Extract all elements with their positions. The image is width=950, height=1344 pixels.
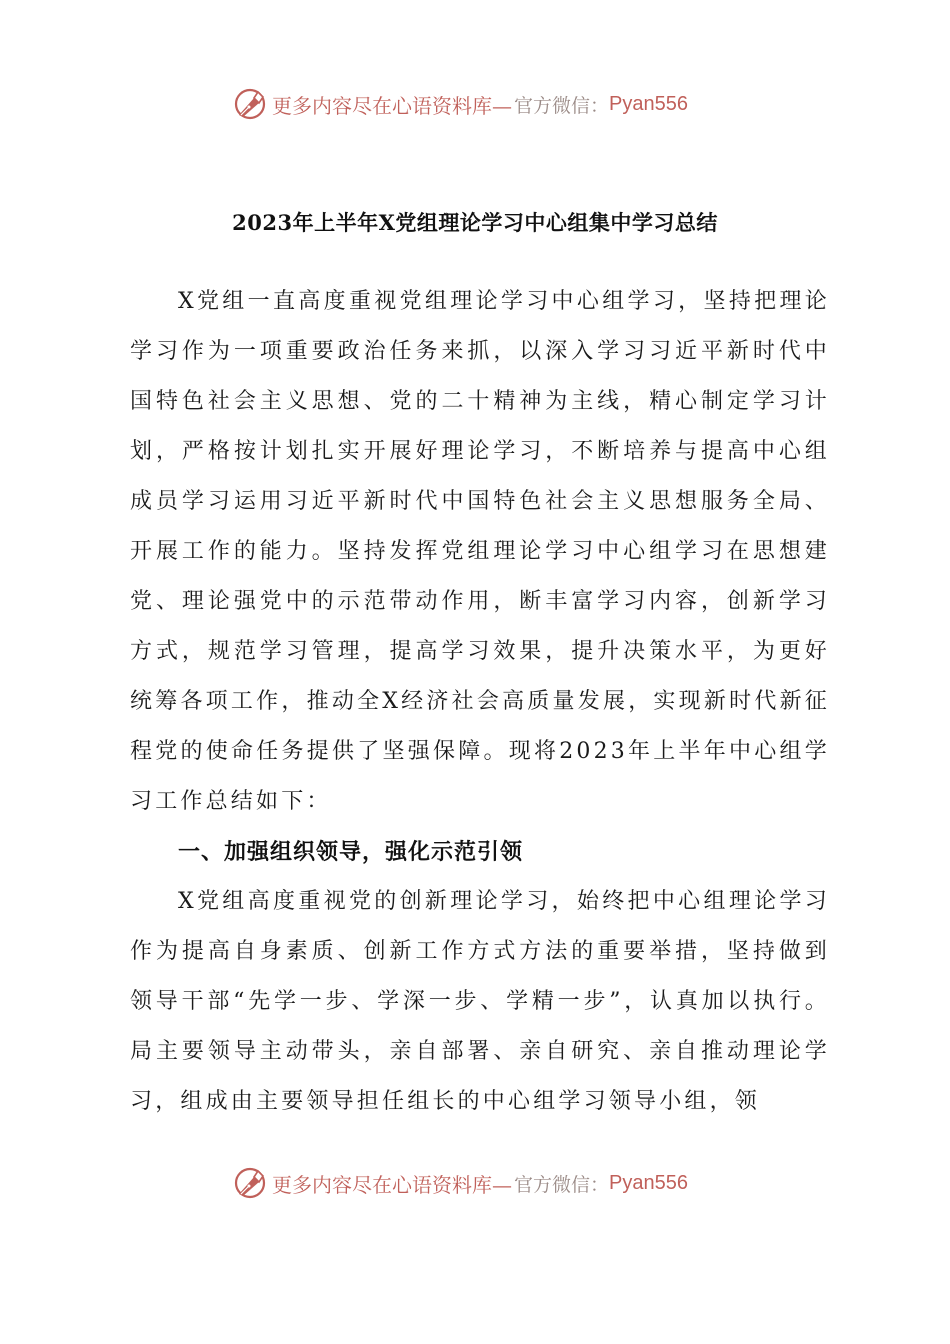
- intro-paragraph: X党组一直高度重视党组理论学习中心组学习，坚持把理论学习作为一项重要政治任务来抓，以深入学习习近平新时代中国特色社会主义思想、党的二十精神为主线，精心制定学习计划，严格按计划扎实开展好理论学习，不断培养与提高中心组成员学习运用习近平新时代中国特色社会主义思想服务全局、开展工作的能力。坚持发挥党组理论学习中心组学习在思想建党、理论强党中的示范带动作用，断丰富学习内容，创新学习方式，规范学习管理，提高学习效果，提升决策水平，为更好统筹各项工作，推动全X经济社会高质量发展，实现新时代新征程党的使命任务提供了坚强保障。现将2023年上半年中心组学习工作总结如下：: [130, 289, 830, 814]
- document-title: 2023年上半年X党组理论学习中心组集中学习总结: [232, 210, 718, 235]
- footer-banner: [232, 1163, 688, 1203]
- banner-wechat-label: 官方微信：: [514, 94, 610, 117]
- banner-wechat-id: Pyan556: [609, 1171, 688, 1194]
- banner-promo-text: 更多内容尽在心语资料库—: [272, 1172, 512, 1197]
- banner-wechat-id: Pyan556: [609, 92, 688, 115]
- section-1-paragraph: X党组高度重视党的创新理论学习，始终把中心组理论学习作为提高自身素质、创新工作方式方法的重要举措，坚持做到领导干部“先学一步、学深一步、学精一步”，认真加以执行。局主要领导主动带头，亲自部署、亲自研究、亲自推动理论学习，组成由主要领导担任组长的中心组学习领导小组，领: [130, 889, 830, 1114]
- section-heading-1: 一、加强组织领导，强化示范引领: [178, 839, 524, 865]
- banner-wechat-label: 官方微信：: [514, 1173, 610, 1196]
- header-banner: [232, 84, 688, 124]
- pen-nib-logo-icon: [232, 86, 268, 122]
- pen-nib-logo-icon: [232, 1165, 268, 1201]
- banner-promo-text: 更多内容尽在心语资料库—: [272, 93, 512, 118]
- document-body: [130, 277, 830, 1127]
